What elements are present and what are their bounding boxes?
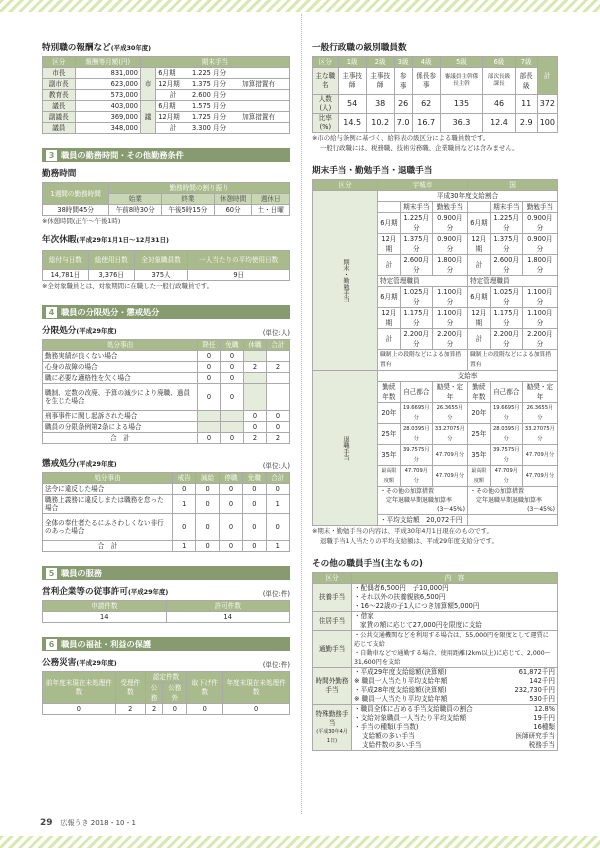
bunken-table: 処分事由 降任 免職 休職 合計 勤務実績が良くない場合 0 0 心身の故障の場合 0 0 2 2 職に必要な適格性を欠く場合 0 0 職制、定数の改廃、予算の減少により廃職、過員を生じた場合 0 0 刑事事件に関し起訴された場合 0 0 職員の分限条例第2条による場合 0 0 合 計 0 0 2 2 <box>42 339 290 444</box>
accident-table: 前年度末現在未処理件数 受理件数 認定件数 取下げ件数 年度末現在未処理件数 公務 公務外 0 2 2 0 0 0 <box>42 671 290 715</box>
accident-title: 公務災害(平成29年度) <box>42 658 117 668</box>
bunken-title: 分限処分(平成29年度) <box>42 326 117 336</box>
section-6-band: 6 職員の福祉・利益の保護 <box>42 637 290 651</box>
top-stripe <box>0 0 600 12</box>
chokai-table: 処分事由 戒告 減給 停職 免職 合計 法令に違反した場合 0 0 0 0 0 職務上義務に違反しまたは職務を怠った場合 1 0 0 0 1 全体の奉仕者たるにふさわしくない非行のあった場合 0 0 0 0 0 合 計 1 0 0 0 1 <box>42 472 290 552</box>
section-4-band: 4 職員の分限処分・懲戒処分 <box>42 305 290 319</box>
service-title: 営利企業等の従事許可(平成29年度) <box>42 587 169 597</box>
column-divider <box>301 14 302 814</box>
work-title: 勤務時間 <box>42 169 77 179</box>
bonus-table: 区分 宇城市 国 期末・勤勉手当 平成30年度支給割合 期末手当 勤勉手当 期末手当 勤勉手当 6月期 1.225月分 0.900月分 6月期 1.225月分 0.900月分 12月期 1.375月分 0.900月分 12月期 1.375月分 0.900月分 計 2.600月分 1.800月分 計 2.600月分 1.800月分 特定管理職員 特定管理職員 6月期 1.025月分 1.100月分 6月期 1.025月分 1.100月分 12月期 1.175月分 1.100月分 12月期 1.175月分 1.100月分 計 2.200月分 2.200月分 計 2.200月分 2.200月分 職制上の段階などによる加算措置有 職制上の段階などによる加算措置有 退職手当 支給率 勤続年数 自己都合 勧奨・定年 勤続年数 自己都合 勧奨・定年 20年 19.6695月分 26.3655月分 20年 19.6695月分 26.3655月分 25年 28.0395月分 33.27075月分 25年 28.0395月分 33.27075月分 35年 39.7575月分 47.709月分 35年 39.7575月分 47.709月分 最高限度額 47.709月分 47.709月分 最高限度額 47.709月分 47.709月分 ・その他の加算措置 定年退職早期退職加算率 (3〜45%) ・その他の加算措置 定年退職早期退職加算率 (3〜45%) ・平均支給額 20,072千円 <box>312 179 558 526</box>
leave-title: 年次休暇(平成29年1月1日〜12月31日) <box>42 235 169 245</box>
grade-title: 一般行政職の級別職員数 <box>312 43 407 53</box>
bottom-stripe <box>0 836 600 848</box>
section-3-band: 3 職員の勤務時間・その他勤務条件 <box>42 148 290 162</box>
work-table: 1週間の勤務時間 勤務時間の割り振り 始業 終業 休憩時間 週休日 38時間45分 午前8時30分 午後5時15分 60分 土・日曜 <box>42 182 290 216</box>
issue-label: 広報うき 2018・10・1 <box>60 819 136 827</box>
special-title: 特別職の報酬など(平成30年度) <box>42 43 152 53</box>
left-column: 特別職の報酬など(平成30年度) 区分 報酬等月額(円) 期末手当 市長 831,000 市 6月期 1.225 月分 副市長 623,000 12月期 1.375 月分 加算措置有 教育長 573,000 計 2.600 月分 議長 403,000 議 6月期 1.575 月分 副議長 369,000 12月期 1.725 月分 加算措置有 議員 348,000 計 3.300 月分 3 職員の勤務時間・その他勤務条件 勤務時間 1週間の勤務時間 勤務時間の割り振り 始業 終業 休憩時間 週休日 38時間45分 午前8時30分 午後5時15分 60分 土・日曜 ※休憩時間(正午〜午後1時) 年次休暇(平成29年1月1日〜12月31日) 総付与日数 総使用日数 全対象職員数 一人当たりの平均使用日数 14,781日 3,376日 375人 9日 ※全対象職員とは、対象期間に在職した一般行政職員です。 4 職員の分限処分・懲戒処分 分限処分(平成29年度) (単位:人) 処分事由 降任 免職 休職 合計 勤務実績が良くない場合 0 0 心身の故障の場合 0 0 2 2 職に必要な適格性を欠く場合 0 0 職制、定数の改廃、予算の減少により廃職、過員を生じた場合 0 0 刑事事件に関し起訴された場合 0 0 職員の分限条例第2条による場合 0 0 合 計 0 0 2 2 懲戒処分(平成29年度) (単位:人) 処分事由 戒告 減給 停職 免職 合計 法令に違反した場合 0 0 0 0 0 職務上義務に違反しまたは職務を怠った場合 1 0 0 0 1 全体の奉仕者たるにふさわしくない非行のあった場合 0 0 0 0 0 合 計 1 0 0 0 1 5 職員の服務 営利企業等の従事許可(平成29年度) (単位:件) 申請件数 許可件数 14 14 6 職員の福祉・利益の保護 公務災害(平成29年度) (単位:件) 前年度末現在未処理件数 受理件数 認定件数 取下げ件数 年度末現在未処理件数 公務 公務外 0 2 2 0 0 0 <box>42 43 290 713</box>
grade-table: 区分 1級 2級 3級 4級 5級 6級 7級 計 主な職名 主事技師 主事技師 参事 係長参事 審議員主幹係長主幹 部次長級課長 部長級 人数(人) 54 38 26 62 135 46 11 372 比率(%) 14.5 10.2 7.0 16.7 36.3 12.4 2.9 100 <box>312 56 558 133</box>
bonus-title: 期末手当・勤勉手当・退職手当 <box>312 166 433 176</box>
section-5-band: 5 職員の服務 <box>42 566 290 580</box>
chokai-title: 懲戒処分(平成29年度) <box>42 459 117 469</box>
page-number: 29 <box>40 818 53 828</box>
special-table: 区分 報酬等月額(円) 期末手当 市長 831,000 市 6月期 1.225 月分 副市長 623,000 12月期 1.375 月分 加算措置有 教育長 573,000 計 2.600 月分 議長 403,000 議 6月期 1.575 月分 副議長 369,000 12月期 1.725 月分 加算措置有 議員 348,000 計 3.300 月分 <box>42 56 290 134</box>
other-title: その他の職員手当(主なもの) <box>312 559 423 569</box>
leave-note: ※全対象職員とは、対象期間に在職した一般行政職員です。 <box>42 282 213 290</box>
work-note: ※休憩時間(正午〜午後1時) <box>42 217 121 225</box>
right-column: 一般行政職の級別職員数 区分 1級 2級 3級 4級 5級 6級 7級 計 主な職名 主事技師 主事技師 参事 係長参事 審議員主幹係長主幹 部次長級課長 部長級 人数(人) 54 38 26 62 135 46 11 372 比率(%) 14.5 10.2 7.0 16.7 36.3 12.4 2.9 100 ※市の給与条例に基づく、給料表の級区分による職員数です。 一般行政職には、税務職、技術労務職、企業職員などは含みません。 期末手当・勤勉手当・退職手当 区分 宇城市 国 期末・勤勉手当 平成30年度支給割合 期末手当 勤勉手当 期末手当 勤勉手当 6月期 1.225月分 0.900月分 6月期 1.225月分 0.900月分 12月期 1.375月分 0.900月分 12月期 1.375月分 0.900月分 計 2.600月分 1.800月分 計 2.600月分 1.800月分 特定管理職員 特定管理職員 6月期 1.025月分 1.100月分 6月期 1.025月分 1.100月分 12月期 1.175月分 1.100月分 12月期 1.175月分 1.100月分 計 2.200月分 2.200月分 計 2.200月分 2.200月分 職制上の段階などによる加算措置有 職制上の段階などによる加算措置有 退職手当 支給率 勤続年数 自己都合 勧奨・定年 勤続年数 自己都合 勧奨・定年 20年 19.6695月分 26.3655月分 20年 19.6695月分 26.3655月分 25年 28.0395月分 33.27075月分 25年 28.0395月分 33.27075月分 35年 39.7575月分 47.709月分 35年 39.7575月分 47.709月分 最高限度額 47.709月分 47.709月分 最高限度額 47.709月分 47.709月分 ・その他の加算措置 定年退職早期退職加算率 (3〜45%) ・その他の加算措置 定年退職早期退職加算率 (3〜45%) ・平均支給額 20,072千円 ※期末・勤勉手当の内容は、平成30年4月1日現在のものです。 退職手当1人当たりの平均支給額は、平成29年度支給分です。 その他の職員手当(主なもの) 区分 内 容 扶養手当 ・配偶者6,500円 子10,000円 ・それ以外の扶養親族6,500円 ・16〜22歳の子1人につき加算額5,000円 住居手当 ・借家 家賃の額に応じて27,000円を限度に支給 通勤手当 ・公共交通機関などを利用する場合は、55,000円を限度として運賃に応じて支給 ・自動車などで通勤する場合、使用距離(2km以上)に応じて、2,000〜31,600円を支給 時間外勤務手当 ・平成29年度支給総額(決算額) 61,872千円 ※ 職員一人当たり平均支給年額 142千円 ・平成28年度支給総額(決算額) 232,730千円 ※ 職員一人当たり平均支給年額 530千円 特殊勤務手当 (平成30年4月1日) ・職員全体に占める手当支給職員の割合 12.8% ・支給対象職員一人当たり平均支給額 19千円 ・手当の種類(手当数) 16種類 支給額の多い手当 医師研究手当 支給件数の多い手当 税務手当 <box>312 14 558 751</box>
service-table: 申請件数 許可件数 14 14 <box>42 600 290 623</box>
other-table: 区分 内 容 扶養手当 ・配偶者6,500円 子10,000円 ・それ以外の扶養親族6,500円 ・16〜22歳の子1人につき加算額5,000円 住居手当 ・借家 家賃の額に応じて27,000円を限度に支給 通勤手当 ・公共交通機関などを利用する場合は、55,000円を限度として運賃に応じて支給 ・自動車などで通勤する場合、使用距離(2km以上)に応じて、2,000〜31,600円を支給 時間外勤務手当 ・平成29年度支給総額(決算額) 61,872千円 ※ 職員一人当たり平均支給年額 142千円 ・平成28年度支給総額(決算額) 232,730千円 ※ 職員一人当たり平均支給年額 530千円 特殊勤務手当 (平成30年4月1日) ・職員全体に占める手当支給職員の割合 12.8% ・支給対象職員一人当たり平均支給額 19千円 ・手当の種類(手当数) 16種類 支給額の多い手当 医師研究手当 支給件数の多い手当 税務手当 <box>312 572 558 751</box>
footer <box>40 818 136 828</box>
leave-table: 総付与日数 総使用日数 全対象職員数 一人当たりの平均使用日数 14,781日 3,376日 375人 9日 <box>42 250 290 281</box>
